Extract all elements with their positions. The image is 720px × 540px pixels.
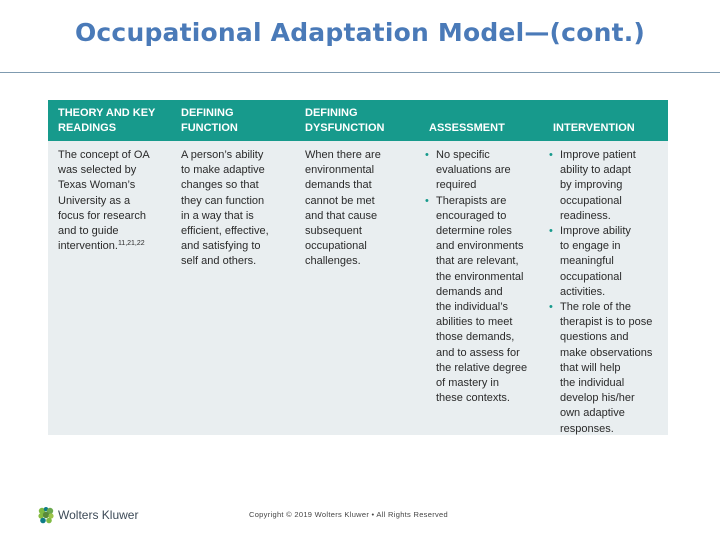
bullet-item (425, 194, 527, 407)
header-intervention: INTERVENTION (553, 122, 635, 134)
cell-line: The role of the (560, 301, 631, 314)
bullet-item (425, 148, 527, 194)
cell-line: the relative degree (436, 361, 528, 374)
header-assessment: ASSESSMENT (429, 122, 505, 134)
cell-line: evaluations are (436, 164, 511, 177)
cell-line: Therapists are (436, 194, 507, 207)
slide-title: Occupational Adaptation Model—(cont.) (74, 18, 646, 47)
model-table (48, 100, 668, 435)
cell-line: to engage in (560, 240, 621, 253)
bullet-item (549, 224, 652, 300)
cell-line: The concept of OA (58, 149, 150, 161)
cell-line: develop his/her (560, 392, 635, 405)
cell-line: own adaptive (560, 407, 625, 420)
cell-line: that will help (560, 361, 621, 374)
cell-line: occupational (560, 194, 622, 207)
cell-line: meaningful (560, 255, 614, 268)
cell-line: When there are (305, 149, 381, 161)
cell-line: occupational (560, 270, 622, 283)
bullet-item (549, 300, 652, 437)
cell-line: that are relevant, (436, 255, 519, 268)
header-function-line1: DEFINING (181, 107, 234, 119)
cell-line: University as a (58, 194, 131, 207)
cell-line: and environments (436, 240, 524, 253)
cell-line: occupational (305, 240, 367, 253)
bullet-item (549, 148, 652, 224)
header-theory-line1: THEORY AND KEY (58, 107, 156, 119)
bullet-icon: • (549, 149, 553, 161)
cell-assessment (425, 148, 527, 406)
cell-line: these contexts. (436, 392, 510, 405)
cell-line: and to assess for (436, 346, 520, 359)
cell-line: required (436, 179, 477, 192)
cell-line: in a way that is (181, 209, 254, 222)
cell-line: environmental (305, 164, 375, 177)
cell-line: the individual (560, 377, 625, 390)
cell-line: challenges. (305, 255, 361, 268)
cell-line: and satisfying to (181, 240, 261, 253)
cell-line: Texas Woman’s (58, 179, 136, 192)
cell-line: responses. (560, 422, 614, 435)
bullet-icon: • (425, 149, 429, 161)
table-header-row (48, 100, 668, 141)
cell-line: subsequent (305, 225, 362, 238)
copyright-notice: Copyright © 2019 Wolters Kluwer • All Rights Reserved (249, 510, 448, 519)
cell-line: and to guide (58, 225, 119, 238)
cell-line: determine roles (436, 225, 512, 238)
cell-line: focus for research (58, 209, 147, 222)
cell-line: demands and (436, 285, 503, 298)
cell-line: demands that (305, 179, 372, 192)
logo-text: Wolters Kluwer (58, 508, 139, 522)
cell-line: abilities to meet (436, 316, 513, 329)
cell-line: and that cause (305, 209, 378, 222)
reference-superscript: 11,21,22 (117, 240, 145, 248)
bullet-icon: • (425, 194, 429, 207)
header-dysfunction-line2: DYSFUNCTION (305, 122, 385, 134)
header-dysfunction-line1: DEFINING (305, 107, 358, 119)
cell-line: the environmental (436, 270, 524, 283)
cell-line: make observations (560, 346, 653, 359)
cell-line: those demands, (436, 331, 515, 344)
header-function-line2: FUNCTION (181, 122, 238, 134)
cell-theory (58, 148, 150, 254)
cell-dysfunction (305, 148, 381, 270)
cell-line: by improving (560, 179, 623, 192)
cell-line: changes so that (181, 179, 259, 192)
cell-function (181, 148, 269, 270)
cell-intervention (549, 148, 652, 437)
cell-line: activities. (560, 285, 606, 298)
publisher-logo (37, 506, 138, 524)
cell-line: encouraged to (436, 209, 507, 222)
cell-line: readiness. (560, 209, 611, 222)
cell-line: they can function (181, 194, 265, 207)
cell-line: A person’s ability (181, 149, 264, 161)
bullet-icon: • (549, 225, 553, 238)
cell-line: efficient, effective, (181, 225, 269, 238)
title-divider (0, 72, 720, 73)
cell-line: therapist is to pose (560, 316, 653, 329)
cell-line: ability to adapt (560, 164, 631, 177)
cell-line: to make adaptive (181, 164, 265, 177)
cell-line: Improve ability (560, 225, 631, 238)
header-theory-line2: READINGS (58, 122, 117, 134)
cell-line: self and others. (181, 255, 257, 268)
cell-line: the individual’s (436, 301, 508, 314)
cell-line: of mastery in (436, 377, 499, 390)
cell-line: Improve patient (560, 149, 636, 161)
wolters-kluwer-logo-icon (37, 506, 55, 524)
cell-line: questions and (560, 331, 629, 344)
cell-line: intervention. (58, 240, 118, 253)
cell-line: was selected by (58, 164, 137, 177)
cell-line: No specific (436, 149, 490, 161)
bullet-icon: • (549, 301, 553, 314)
cell-line: cannot be met (305, 194, 375, 207)
